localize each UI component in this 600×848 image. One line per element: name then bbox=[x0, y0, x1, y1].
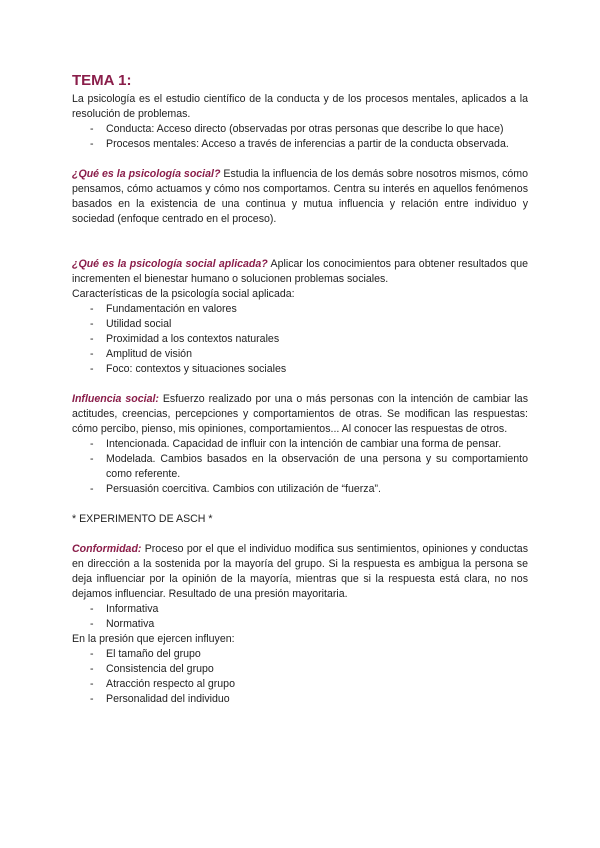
list-item: - Conducta: Acceso directo (observadas por otras personas que describe lo que hace) bbox=[72, 122, 528, 137]
intro-paragraph: La psicología es el estudio científico de la conducta y de los procesos mentales, aplicados a la resolución de problemas. bbox=[72, 93, 528, 120]
applied-paragraph bbox=[72, 257, 528, 287]
list-item: - Utilidad social bbox=[72, 317, 528, 332]
influence-heading: Influencia social: bbox=[72, 393, 159, 405]
pressure-list bbox=[72, 647, 528, 707]
conformity-heading: Conformidad: bbox=[72, 543, 142, 555]
list-item: - El tamaño del grupo bbox=[72, 647, 528, 662]
conformity-text: Proceso por el que el individuo modifica sus sentimientos, opiniones y conductas en dirección a la sostenida por la mayoría del grupo. Si la respuesta es ambigua la persona se deja influenciar por la opinión de la mayoría, mientras que si la respuesta está clara, no nos dejamos influenciar. Resultado de una presión mayoritaria. bbox=[72, 543, 528, 600]
list-item: - Personalidad del individuo bbox=[72, 692, 528, 707]
page-title: TEMA 1: bbox=[72, 72, 132, 89]
document-page bbox=[72, 72, 528, 707]
conformity-types-list bbox=[72, 602, 528, 632]
influence-text: Esfuerzo realizado por una o más personas con la intención de cambiar las actitudes, creencias, percepciones y comportamientos de otras. Se modifican las respuestas: cómo percibo, pienso, mis opiniones, comportamientos... Al conocer las respuestas de otros. bbox=[72, 393, 528, 435]
list-item: - Fundamentación en valores bbox=[72, 302, 528, 317]
social-heading: ¿Qué es la psicología social? bbox=[72, 168, 221, 180]
list-item: - Intencionada. Capacidad de influir con la intención de cambiar una forma de pensar. bbox=[72, 437, 528, 452]
list-item: - Persuasión coercitiva. Cambios con utilización de “fuerza”. bbox=[72, 482, 528, 497]
list-item: - Foco: contextos y situaciones sociales bbox=[72, 362, 528, 377]
applied-features-label: Características de la psicología social aplicada: bbox=[72, 288, 295, 300]
list-item: - Proximidad a los contextos naturales bbox=[72, 332, 528, 347]
list-item: - Consistencia del grupo bbox=[72, 662, 528, 677]
applied-features-list bbox=[72, 302, 528, 377]
applied-text: Aplicar los conocimientos para obtener resultados que incrementen el bienestar humano o solucionen problemas sociales. bbox=[72, 258, 528, 285]
list-item: - Modelada. Cambios basados en la observación de una persona y su comportamiento como referente. bbox=[72, 452, 528, 482]
influence-paragraph bbox=[72, 392, 528, 437]
list-item: - Atracción respecto al grupo bbox=[72, 677, 528, 692]
social-paragraph bbox=[72, 167, 528, 227]
applied-heading: ¿Qué es la psicología social aplicada? bbox=[72, 258, 268, 270]
list-item: - Normativa bbox=[72, 617, 528, 632]
list-item: - Informativa bbox=[72, 602, 528, 617]
social-text: Estudia la influencia de los demás sobre nosotros mismos, cómo pensamos, cómo actuamos y cómo nos comportamos. Centra su interés en aquellos fenómenos basados en la existencia de una continua y mutua influencia y relación entre individuo y sociedad (enfoque centrado en el proceso). bbox=[72, 168, 528, 225]
conformity-paragraph bbox=[72, 542, 528, 602]
experiment-line: * EXPERIMENTO DE ASCH * bbox=[72, 513, 213, 525]
pressure-label: En la presión que ejercen influyen: bbox=[72, 633, 235, 645]
influence-list bbox=[72, 437, 528, 497]
list-item: - Procesos mentales: Acceso a través de inferencias a partir de la conducta observada. bbox=[72, 137, 528, 152]
list-item: - Amplitud de visión bbox=[72, 347, 528, 362]
intro-list bbox=[72, 122, 528, 152]
